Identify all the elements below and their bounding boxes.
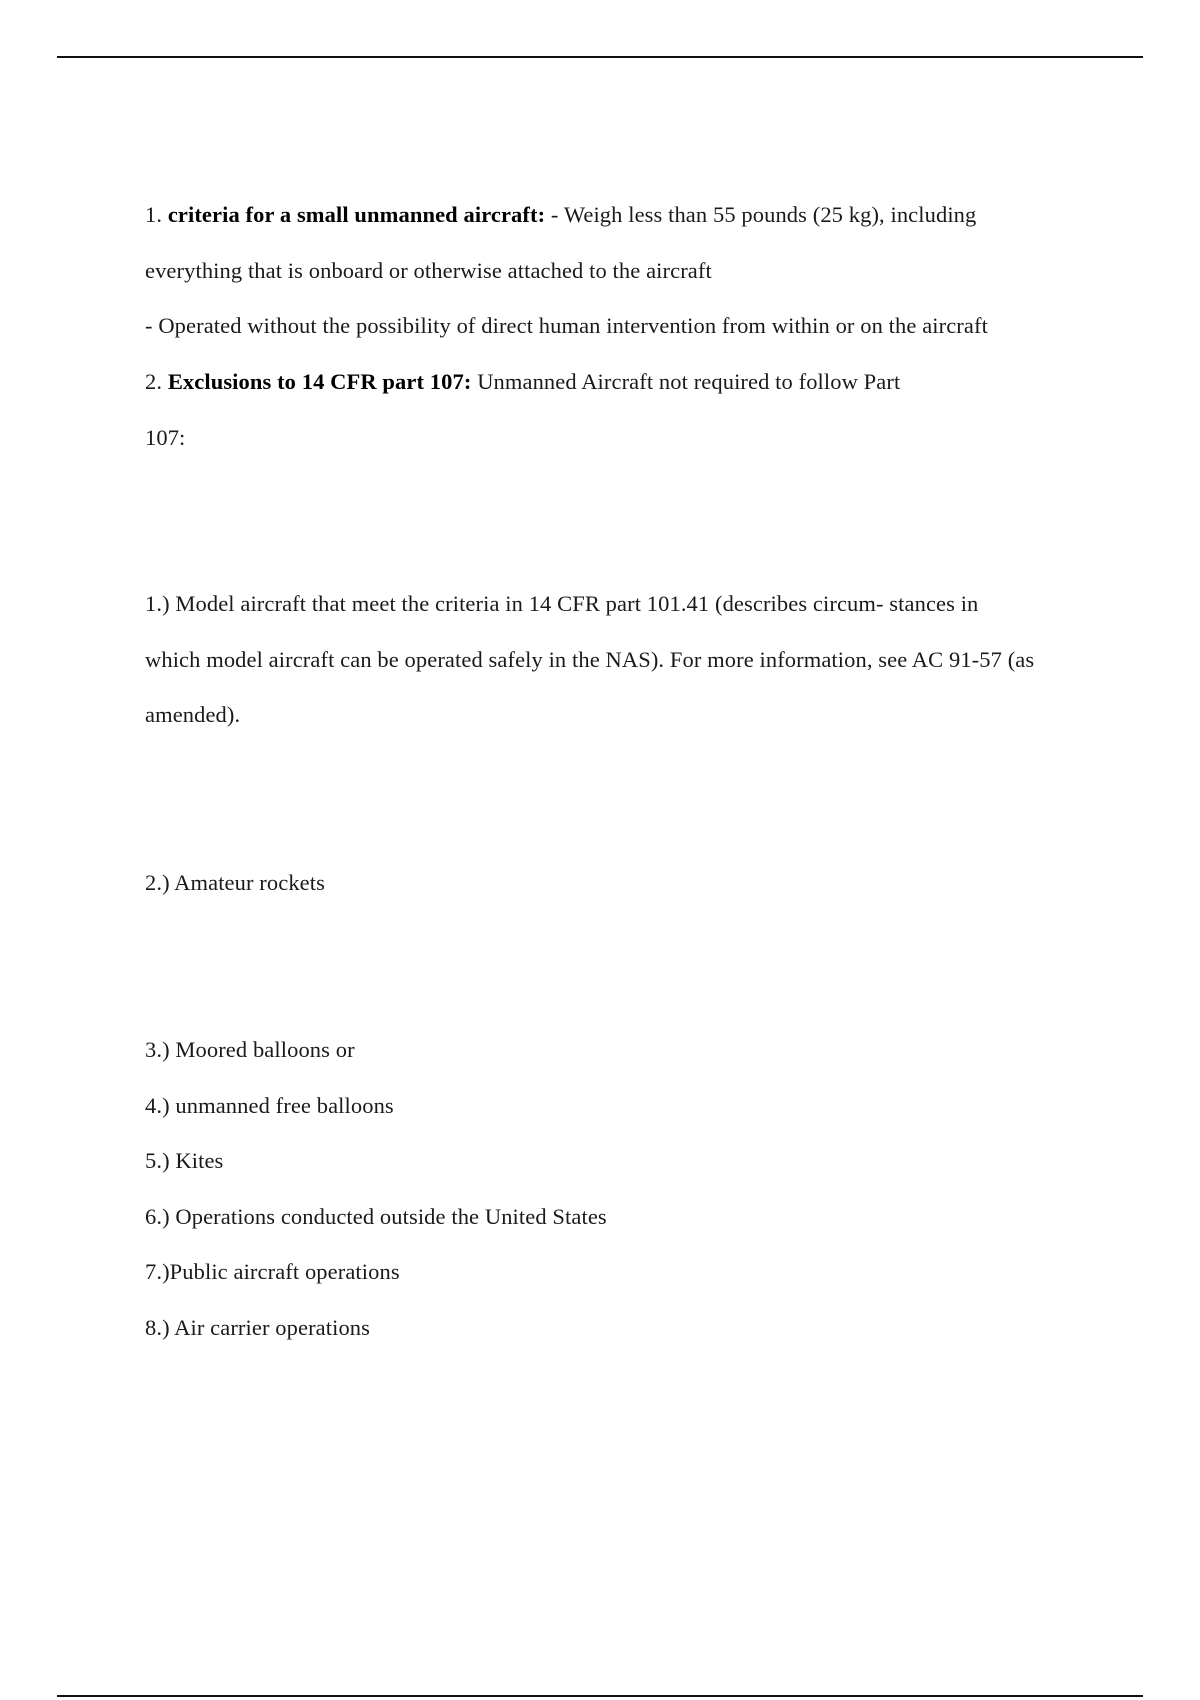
bottom-rule xyxy=(57,1695,1143,1697)
q2-number: 2. xyxy=(145,369,163,394)
q2-definition-line2: 107: xyxy=(145,425,186,450)
q1-term: criteria for a small unmanned aircraft: xyxy=(167,202,546,227)
q2-term: Exclusions to 14 CFR part 107: xyxy=(167,369,472,394)
q1-definition-line1: - Weigh less than 55 pounds (25 kg), including xyxy=(550,202,977,227)
exclusion-item-6: 6.) Operations conducted outside the United States xyxy=(145,1204,607,1229)
exclusion-item-7: 7.)Public aircraft operations xyxy=(145,1259,400,1284)
exclusion-item-3: 3.) Moored balloons or xyxy=(145,1037,355,1062)
q1-number: 1. xyxy=(145,202,163,227)
exclusion-item-2: 2.) Amateur rockets xyxy=(145,870,325,895)
exclusion-item-1-line2: which model aircraft can be operated safely in the NAS). For more information, see AC 91-57 (as xyxy=(145,647,1035,672)
top-rule xyxy=(57,56,1143,58)
q2-line xyxy=(145,368,900,396)
exclusion-item-1-line1: 1.) Model aircraft that meet the criteria in 14 CFR part 101.41 (describes circum- stances in xyxy=(145,591,979,616)
q1-definition-line3: - Operated without the possibility of direct human intervention from within or on the aircraft xyxy=(145,313,988,338)
q1-line xyxy=(145,201,976,229)
exclusion-item-5: 5.) Kites xyxy=(145,1148,224,1173)
exclusion-item-1-line3: amended). xyxy=(145,702,241,727)
exclusion-item-4: 4.) unmanned free balloons xyxy=(145,1093,394,1118)
q2-definition-line1: Unmanned Aircraft not required to follow Part xyxy=(477,369,901,394)
q1-definition-line2: everything that is onboard or otherwise attached to the aircraft xyxy=(145,258,712,283)
exclusion-item-8: 8.) Air carrier operations xyxy=(145,1315,371,1340)
